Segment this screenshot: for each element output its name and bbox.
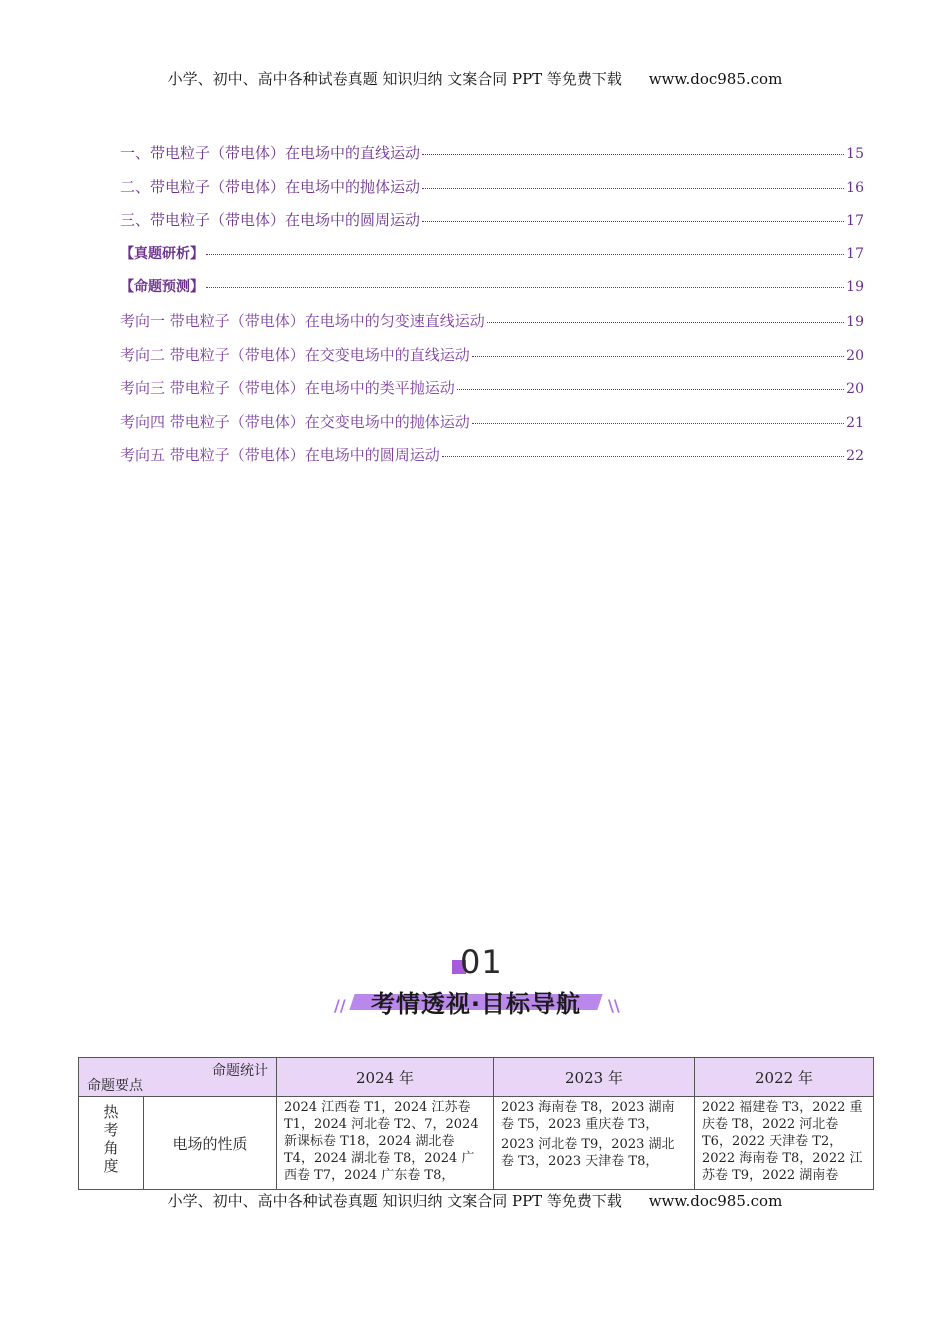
table-header-row [79, 1058, 874, 1097]
category-char: 度 [103, 1157, 119, 1175]
toc-entry-title: 【命题预测】 [120, 279, 204, 296]
toc-leader-dots [206, 253, 844, 255]
table-of-contents [120, 142, 864, 478]
toc-leader-dots [206, 286, 844, 288]
toc-entry-page: 20 [846, 381, 864, 398]
cell-2024-text: 2024 江西卷 T1，2024 江苏卷 T1，2024 河北卷 T2、7，2024 新课标卷 T18，2024 湖北卷 T4，2024 湖北卷 T8，2024 广西卷 T7，2024 广东卷 T8， [284, 1100, 479, 1183]
toc-leader-dots [487, 321, 844, 323]
year-header-2022: 2022 年 [695, 1058, 874, 1097]
toc-entry[interactable] [120, 243, 864, 277]
header-text: 小学、初中、高中各种试卷真题 知识归纳 文案合同 PPT 等免费下载 [167, 70, 622, 88]
toc-entry[interactable] [120, 377, 864, 411]
corner-bottom-label: 命题要点 [87, 1078, 143, 1094]
exam-statistics-table [78, 1057, 874, 1190]
toc-leader-dots [422, 187, 844, 189]
banner-slash-left: // [334, 996, 346, 1015]
cell-2024 [277, 1097, 494, 1190]
cell-2022 [695, 1097, 874, 1190]
category-char: 角 [103, 1139, 119, 1157]
toc-entry[interactable] [120, 209, 864, 243]
category-cell [79, 1097, 144, 1190]
toc-leader-dots [422, 153, 844, 155]
cell-2023-text-b: 2023 河北卷 T9，2023 湖北卷 T3，2023 天津卷 T8， [501, 1137, 675, 1169]
toc-entry[interactable] [120, 276, 864, 310]
toc-leader-dots [442, 455, 844, 457]
toc-entry-page: 17 [846, 213, 864, 230]
toc-entry-title: 二、带电粒子（带电体）在电场中的抛体运动 [120, 177, 421, 196]
toc-entry-title: 考向一 带电粒子（带电体）在电场中的匀变速直线运动 [120, 311, 485, 330]
cell-2023 [494, 1097, 695, 1190]
footer-text: 小学、初中、高中各种试卷真题 知识归纳 文案合同 PPT 等免费下载 [167, 1192, 622, 1210]
toc-entry[interactable] [120, 176, 864, 210]
toc-leader-dots [457, 388, 844, 390]
toc-entry-page: 19 [846, 313, 864, 330]
banner-slash-right: \\ [608, 996, 620, 1015]
toc-entry-page: 16 [846, 179, 864, 196]
toc-entry-page: 20 [846, 347, 864, 364]
topic-cell: 电场的性质 [144, 1097, 277, 1190]
toc-entry[interactable] [120, 310, 864, 344]
toc-entry[interactable] [120, 142, 864, 176]
toc-entry-page: 22 [846, 448, 864, 465]
category-char: 考 [103, 1121, 119, 1139]
toc-entry[interactable] [120, 411, 864, 445]
toc-leader-dots [472, 422, 844, 424]
header-url[interactable]: www.doc985.com [648, 70, 783, 88]
toc-entry-page: 19 [846, 279, 864, 296]
toc-entry[interactable] [120, 444, 864, 478]
toc-entry-title: 考向四 带电粒子（带电体）在交变电场中的抛体运动 [120, 412, 470, 431]
table-row [79, 1097, 874, 1190]
section-banner [330, 940, 620, 1030]
toc-entry-title: 一、带电粒子（带电体）在电场中的直线运动 [120, 144, 421, 162]
footer-url[interactable]: www.doc985.com [648, 1192, 783, 1210]
toc-entry-page: 15 [846, 146, 864, 162]
year-header-2024: 2024 年 [277, 1058, 494, 1097]
toc-entry[interactable] [120, 344, 864, 378]
toc-entry-page: 17 [846, 245, 864, 262]
toc-entry-title: 【真题研析】 [120, 245, 204, 262]
cell-2022-text: 2022 福建卷 T3，2022 重庆卷 T8，2022 河北卷 T6，2022 天津卷 T2，2022 海南卷 T8，2022 江苏卷 T9，2022 湖南卷 [702, 1100, 863, 1183]
page-header [0, 68, 950, 89]
corner-top-label: 命题统计 [212, 1063, 268, 1079]
section-title: 考情透视·目标导航 [370, 990, 582, 1018]
toc-entry-title: 考向三 带电粒子（带电体）在电场中的类平抛运动 [120, 379, 455, 398]
header-corner-cell [79, 1058, 277, 1097]
toc-leader-dots [472, 355, 844, 357]
year-header-2023: 2023 年 [494, 1058, 695, 1097]
page-footer [0, 1190, 950, 1211]
category-char: 热 [103, 1103, 119, 1121]
toc-entry-title: 考向五 带电粒子（带电体）在电场中的圆周运动 [120, 446, 440, 465]
cell-2023-text-a: 2023 海南卷 T8，2023 湖南卷 T5，2023 重庆卷 T3， [501, 1100, 675, 1132]
toc-entry-title: 三、带电粒子（带电体）在电场中的圆周运动 [120, 211, 421, 230]
toc-entry-page: 21 [846, 414, 864, 431]
toc-leader-dots [422, 220, 844, 222]
toc-entry-title: 考向二 带电粒子（带电体）在交变电场中的直线运动 [120, 345, 470, 364]
section-number: 01 [460, 943, 503, 981]
